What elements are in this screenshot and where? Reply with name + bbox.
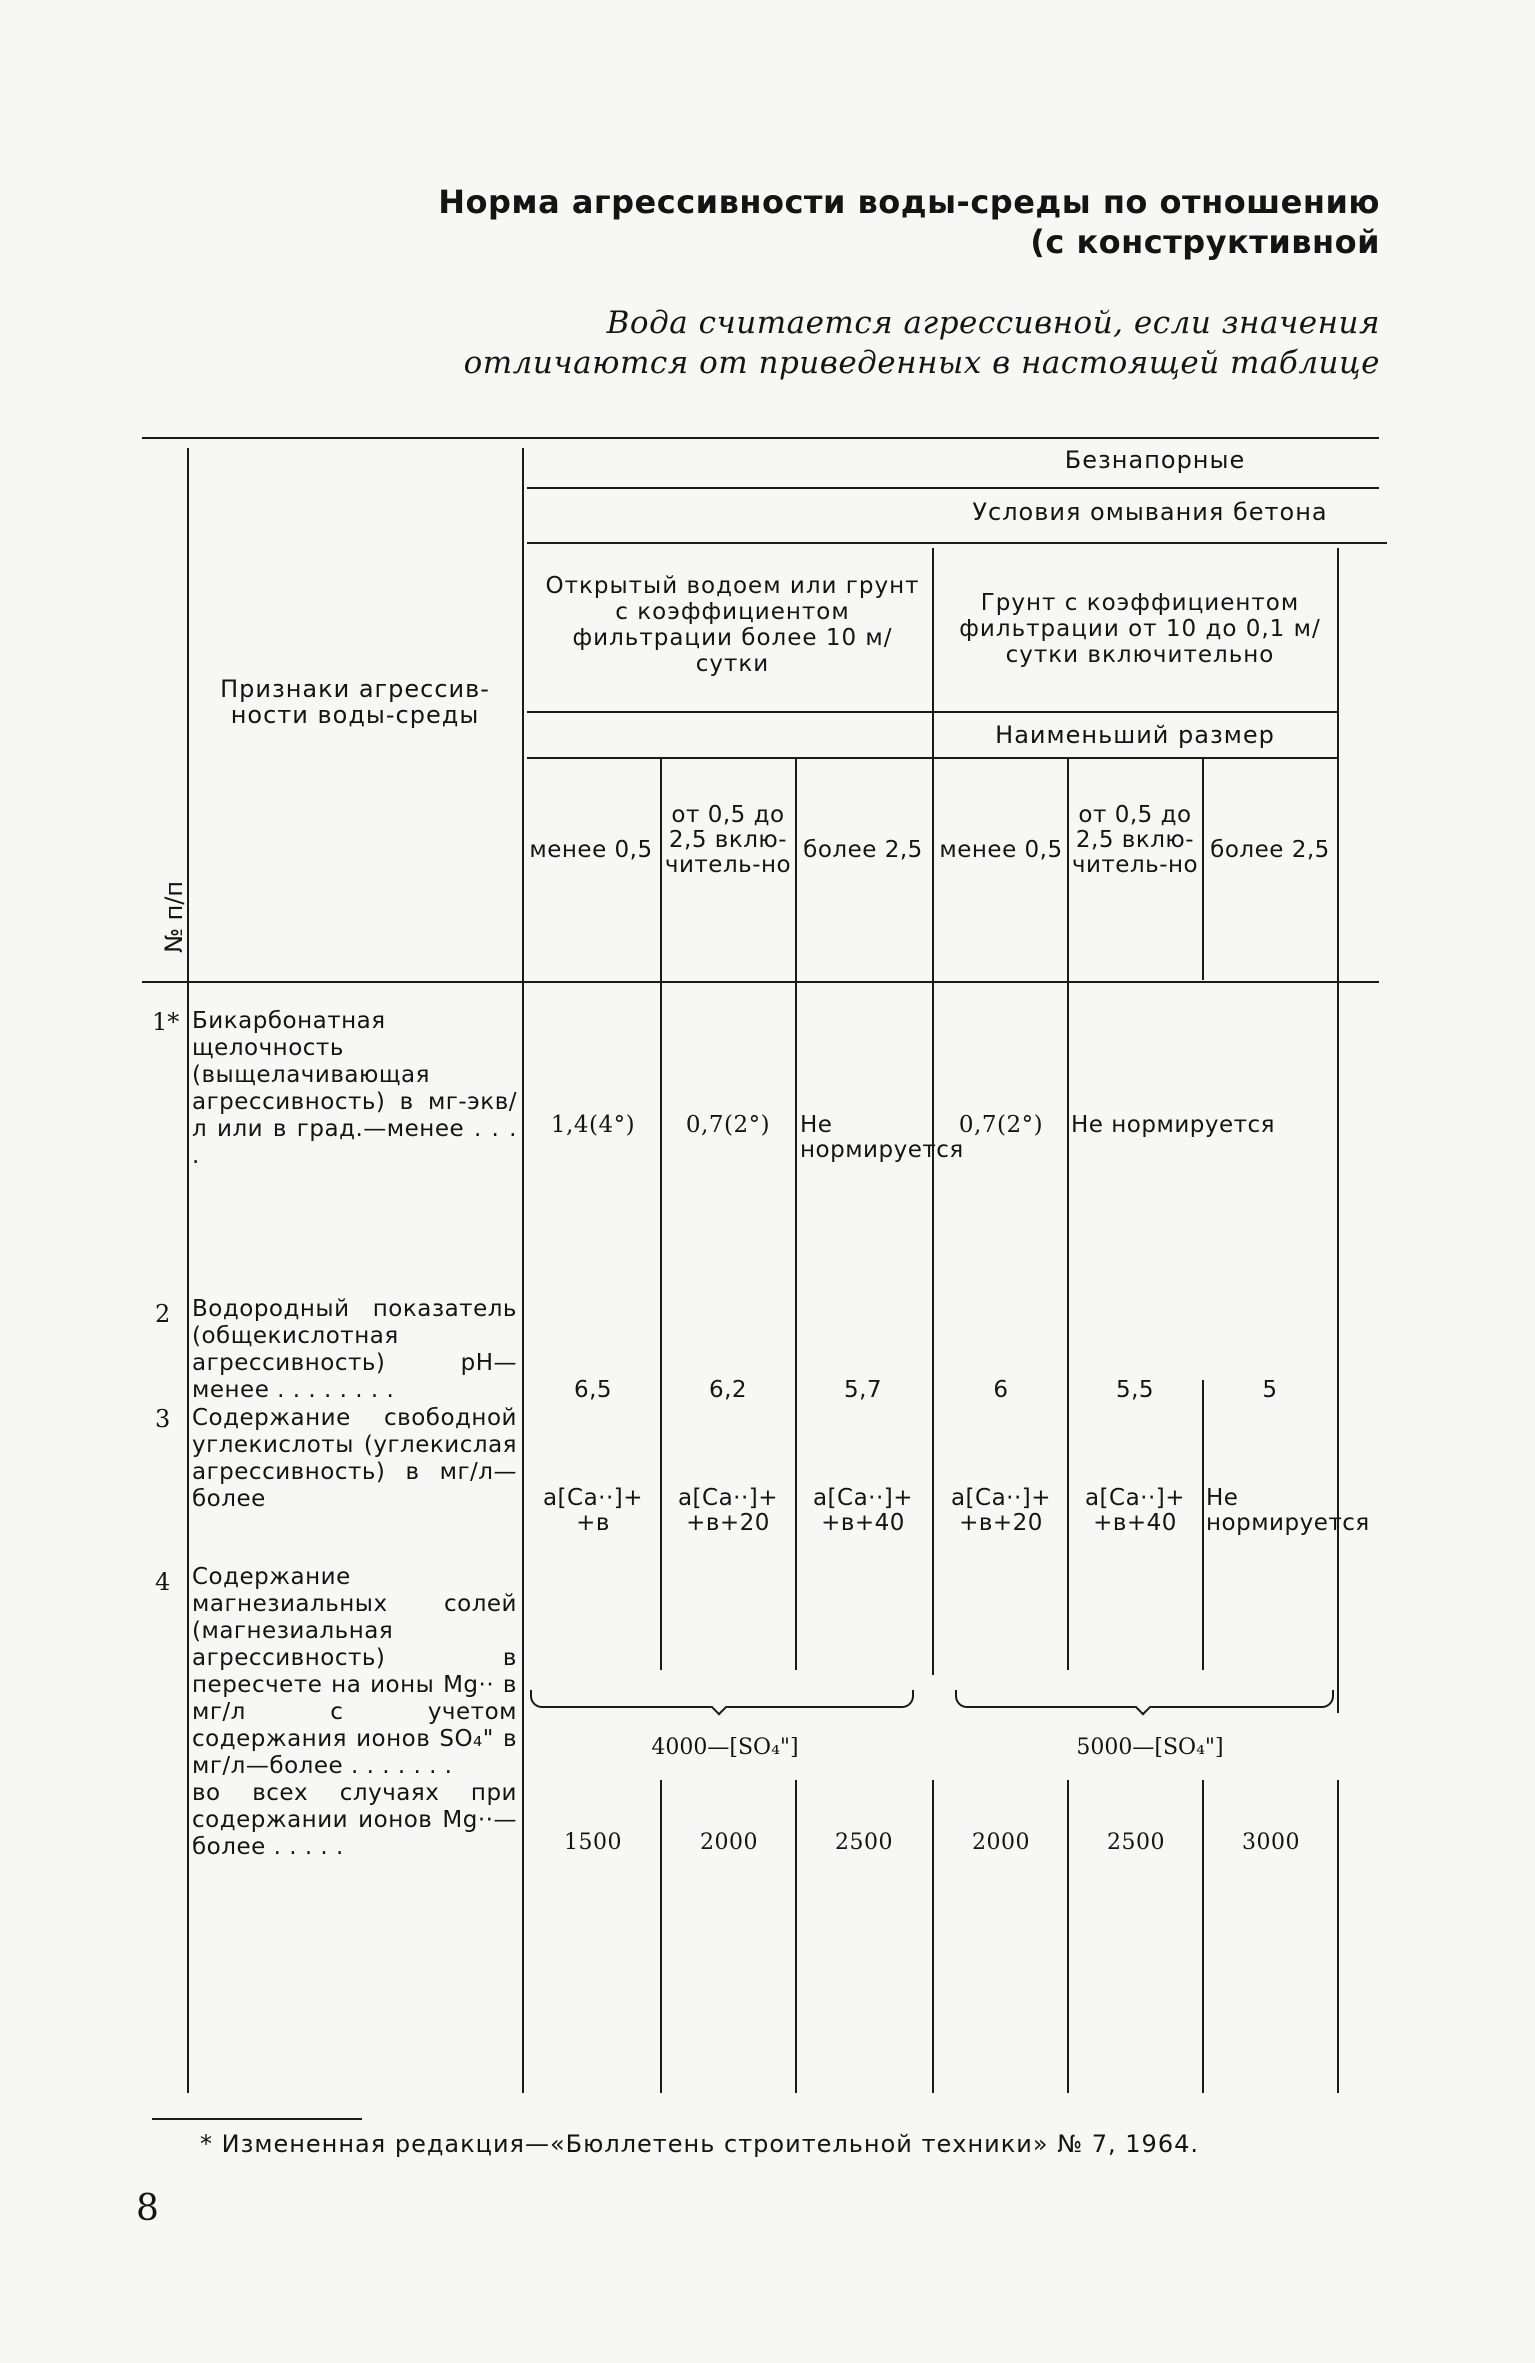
page-title-line2: (с конструктивной (1030, 223, 1380, 261)
row-3-value-2: a[Ca··]+ +в+20 (677, 1485, 779, 1536)
page-number: 8 (136, 2188, 159, 2229)
cond-open-header: Открытый водоем или грунт с коэффициентом фильтрации более 10 м/сутки (545, 573, 920, 677)
row-2-value-1: 6,5 (573, 1377, 613, 1403)
subtitle-line1: Вода считается агрессивной, если значения (606, 305, 1380, 341)
subtitle-line2: отличаются от приведенных в настоящей таблице (463, 345, 1380, 381)
row-4-label: Содержание магнезиальных солей (магнезиальная агрессивность) в пересчете на ионы Mg·· в мг/л с учетом содержания ионов SO₄" в мг/л—более . . . . . . . (192, 1564, 517, 1779)
row-1-value-5: Не нормируется (1071, 1112, 1276, 1138)
col-sign-header: Признаки агрессив-ности воды-среды (220, 675, 490, 729)
row-2-value-4: 6 (993, 1377, 1009, 1403)
size-open-gt: более 2,5 (803, 837, 923, 863)
row-1-value-3: Не нормируется (800, 1112, 964, 1163)
group-header: Безнапорные (1064, 446, 1246, 474)
row-3-value-1: a[Ca··]+ +в (542, 1485, 644, 1536)
row-2-number: 2 (155, 1300, 171, 1328)
brace-soil-value: 5000—[SO₄"] (1076, 1735, 1224, 1760)
row-2-value-5: 5,5 (1115, 1377, 1155, 1403)
row-1-number: 1* (152, 1008, 180, 1036)
size-header: Наименьший размер (995, 721, 1275, 749)
row-3-value-6: Не нормируется (1206, 1485, 1370, 1536)
conditions-header: Условия омывания бетона (972, 498, 1328, 526)
cond-soil-header: Грунт с коэффициентом фильтрации от 10 до 0,1 м/сутки включительно (959, 590, 1321, 668)
footnote: * Измененная редакция—«Бюллетень строительной техники» № 7, 1964. (200, 2130, 1199, 2158)
row-2-value-3: 5,7 (843, 1377, 883, 1403)
row-4-value-6: 3000 (1242, 1830, 1300, 1855)
row-4-value-1: 1500 (564, 1830, 622, 1855)
row-3-number: 3 (155, 1405, 171, 1433)
row-1-value-2: 0,7(2°) (685, 1112, 771, 1138)
row-2-value-6: 5 (1262, 1377, 1278, 1403)
size-open-lt: менее 0,5 (529, 837, 653, 863)
row-3-value-4: a[Ca··]+ +в+20 (950, 1485, 1052, 1536)
row-1-label: Бикарбонатная щелочность (выщелачивающая агрессивность) в мг-экв/л или в град.—менее . . . . (192, 1008, 517, 1169)
row-4-value-3: 2500 (835, 1830, 893, 1855)
row-2-value-2: 6,2 (708, 1377, 748, 1403)
size-soil-gt: более 2,5 (1210, 837, 1330, 863)
row-3-label: Содержание свободной углекислоты (углекислая агрессивность) в мг/л—более (192, 1405, 517, 1512)
row-1-value-1: 1,4(4°) (550, 1112, 636, 1138)
size-open-mid: от 0,5 до 2,5 вклю-читель-но (664, 802, 792, 878)
size-soil-lt: менее 0,5 (939, 837, 1063, 863)
row-3-value-5: a[Ca··]+ +в+40 (1084, 1485, 1186, 1536)
col-number-header: № п/п (160, 880, 188, 953)
row-4-label-2: во всех случаях при содержании ионов Mg··—более . . . . . (192, 1780, 517, 1860)
page-title-line1: Норма агрессивности воды-среды по отношению (438, 183, 1380, 221)
row-1-value-4: 0,7(2°) (958, 1112, 1044, 1138)
row-4-number: 4 (155, 1568, 171, 1596)
row-4-value-5: 2500 (1107, 1830, 1165, 1855)
row-2-label: Водородный показатель (общекислотная агрессивность) pH—менее . . . . . . . . (192, 1296, 517, 1403)
row-3-value-3: a[Ca··]+ +в+40 (812, 1485, 914, 1536)
row-4-value-4: 2000 (972, 1830, 1030, 1855)
size-soil-mid: от 0,5 до 2,5 вклю-читель-но (1071, 802, 1199, 878)
brace-open-value: 4000—[SO₄"] (651, 1735, 799, 1760)
row-4-value-2: 2000 (700, 1830, 758, 1855)
